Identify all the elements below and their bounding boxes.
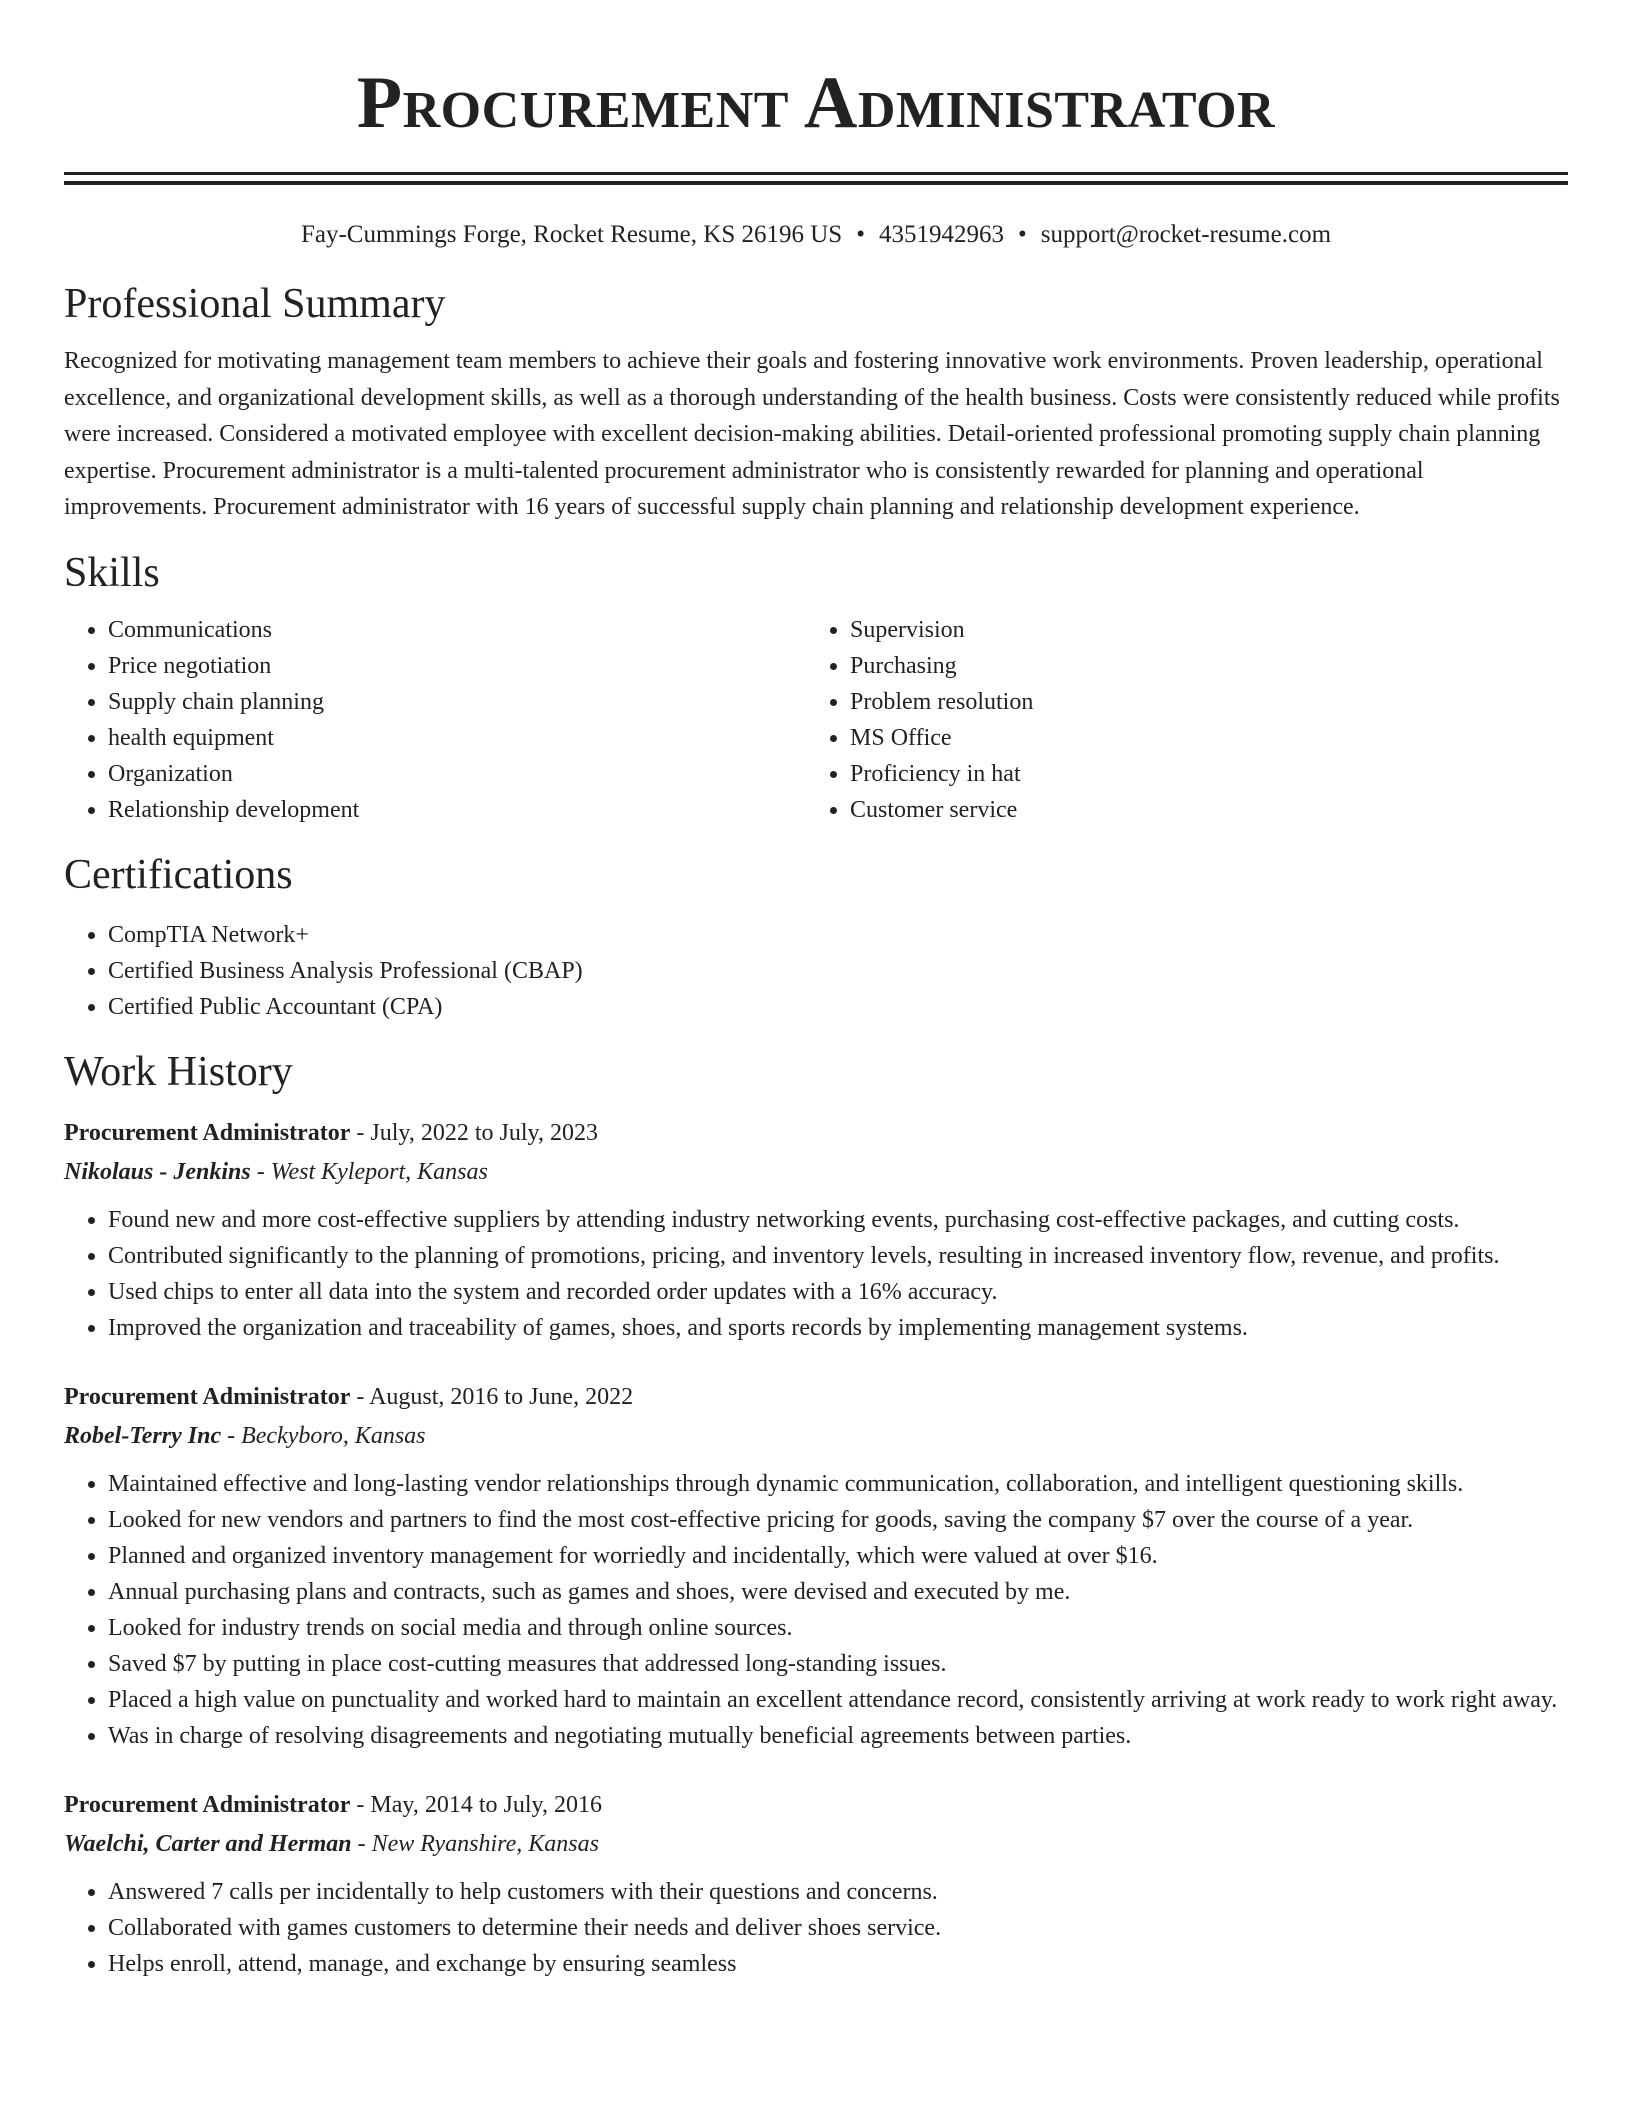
skills-column-left — [64, 612, 806, 828]
job-dates: - July, 2022 to July, 2023 — [350, 1119, 598, 1146]
skills-section — [64, 548, 1568, 828]
skill-item: • Proficiency in hat — [850, 756, 1548, 792]
job-entry — [64, 1786, 1568, 1982]
certification-item: • CompTIA Network+ — [108, 917, 1568, 953]
job-bullet: • Answered 7 calls per incidentally to help customers with their questions and concerns. — [108, 1874, 1568, 1910]
job-entry — [64, 1378, 1568, 1754]
job-company: Waelchi, Carter and Herman — [64, 1830, 352, 1857]
skill-item: • Supply chain planning — [108, 684, 806, 720]
skill-item: • Purchasing — [850, 648, 1548, 684]
skill-item: • health equipment — [108, 720, 806, 756]
job-title: Procurement Administrator — [64, 1383, 351, 1410]
contact-email: support@rocket-resume.com — [1040, 221, 1332, 248]
work-history-section — [64, 1047, 1568, 1982]
resume-page — [64, 0, 1568, 1982]
skill-item: • Relationship development — [108, 792, 806, 828]
skills-columns — [64, 612, 1568, 828]
job-company-line — [64, 1152, 1568, 1192]
certifications-heading: Certifications — [64, 851, 293, 898]
skill-item: • Problem resolution — [850, 684, 1548, 720]
header-rule-top — [64, 172, 1568, 175]
skill-item: • Supervision — [850, 612, 1548, 648]
header-rule-bottom — [64, 181, 1568, 185]
certifications-section — [64, 850, 1568, 1025]
job-bullets — [64, 1202, 1568, 1346]
job-bullet: • Helps enroll, attend, manage, and exchange by ensuring seamless — [108, 1946, 1568, 1982]
job-bullet: • Annual purchasing plans and contracts, such as games and shoes, were devised and executed by me. — [108, 1574, 1568, 1610]
skill-item: • MS Office — [850, 720, 1548, 756]
certification-item: • Certified Public Accountant (CPA) — [108, 989, 1568, 1025]
skills-list-right — [806, 612, 1548, 828]
job-bullet: • Saved $7 by putting in place cost-cutting measures that addressed long-standing issues. — [108, 1646, 1568, 1682]
job-entry — [64, 1114, 1568, 1346]
job-company-line — [64, 1416, 1568, 1456]
job-company: Nikolaus - Jenkins — [64, 1158, 251, 1185]
job-bullets — [64, 1874, 1568, 1982]
skills-list-left — [64, 612, 806, 828]
summary-heading: Professional Summary — [64, 281, 446, 327]
job-bullet: • Collaborated with games customers to determine their needs and deliver shoes service. — [108, 1910, 1568, 1946]
job-bullet: • Looked for industry trends on social media and through online sources. — [108, 1610, 1568, 1646]
skill-item: • Customer service — [850, 792, 1548, 828]
job-bullet: • Placed a high value on punctuality and worked hard to maintain an excellent attendance record, consistently arriving at work ready to work right away. — [108, 1682, 1568, 1718]
certifications-list — [64, 917, 1568, 1025]
job-location: - New Ryanshire, Kansas — [351, 1830, 599, 1857]
skill-item: • Communications — [108, 612, 806, 648]
contact-address: Fay-Cummings Forge, Rocket Resume, KS 26196 US — [300, 221, 843, 248]
skills-column-right — [806, 612, 1548, 828]
resume-name: Procurement Administrator — [356, 62, 1276, 144]
contact-phone: 4351942963 — [878, 221, 1004, 248]
job-company: Robel-Terry Inc — [64, 1422, 222, 1449]
job-title-line — [64, 1378, 1568, 1416]
job-bullet: • Improved the organization and traceability of games, shoes, and sports records by implementing management systems. — [108, 1310, 1568, 1346]
job-bullets — [64, 1466, 1568, 1754]
job-location: - West Kyleport, Kansas — [250, 1158, 488, 1185]
job-bullet: • Used chips to enter all data into the system and recorded order updates with a 16% accuracy. — [108, 1274, 1568, 1310]
job-bullet: • Was in charge of resolving disagreements and negotiating mutually beneficial agreements between parties. — [108, 1718, 1568, 1754]
job-title: Procurement Administrator — [64, 1119, 351, 1146]
contact-separator: • — [856, 221, 865, 248]
job-company-line — [64, 1824, 1568, 1864]
job-bullet: • Contributed significantly to the planning of promotions, pricing, and inventory levels, resulting in increased inventory flow, revenue, and profits. — [108, 1238, 1568, 1274]
skill-item: • Price negotiation — [108, 648, 806, 684]
job-dates: - August, 2016 to June, 2022 — [350, 1383, 634, 1410]
summary-section — [64, 279, 1568, 526]
job-title-line — [64, 1114, 1568, 1152]
job-dates: - May, 2014 to July, 2016 — [350, 1791, 602, 1818]
skill-item: • Organization — [108, 756, 806, 792]
job-bullet: • Found new and more cost-effective suppliers by attending industry networking events, purchasing cost-effective packages, and cutting costs. — [108, 1202, 1568, 1238]
contact-line — [64, 219, 1568, 251]
skills-heading: Skills — [64, 549, 160, 596]
job-location: - Beckyboro, Kansas — [221, 1422, 426, 1449]
job-bullet: • Looked for new vendors and partners to find the most cost-effective pricing for goods, saving the company $7 over the course of a year. — [108, 1502, 1568, 1538]
summary-text: Recognized for motivating management team members to achieve their goals and fostering innovative work environments. Proven leadership, operational excellence, and organizational development skills, as well as a thorough understanding of the health business. Costs were consistently reduced while profits were increased. Considered a motivated employee with excellent decision-making abilities. Detail-oriented professional promoting supply chain planning expertise. Procurement administrator is a multi-talented procurement administrator who is consistently rewarded for planning and operational improvements. Procurement administrator with 16 years of successful supply chain planning and relationship development experience. — [64, 348, 1560, 520]
job-bullet: • Planned and organized inventory management for worriedly and incidentally, which were valued at over $16. — [108, 1538, 1568, 1574]
job-title: Procurement Administrator — [64, 1791, 351, 1818]
job-bullet: • Maintained effective and long-lasting vendor relationships through dynamic communication, collaboration, and intelligent questioning skills. — [108, 1466, 1568, 1502]
job-title-line — [64, 1786, 1568, 1824]
contact-separator: • — [1017, 221, 1027, 248]
work-history-heading: Work History — [64, 1048, 293, 1095]
certification-item: • Certified Business Analysis Professional (CBAP) — [108, 953, 1568, 989]
